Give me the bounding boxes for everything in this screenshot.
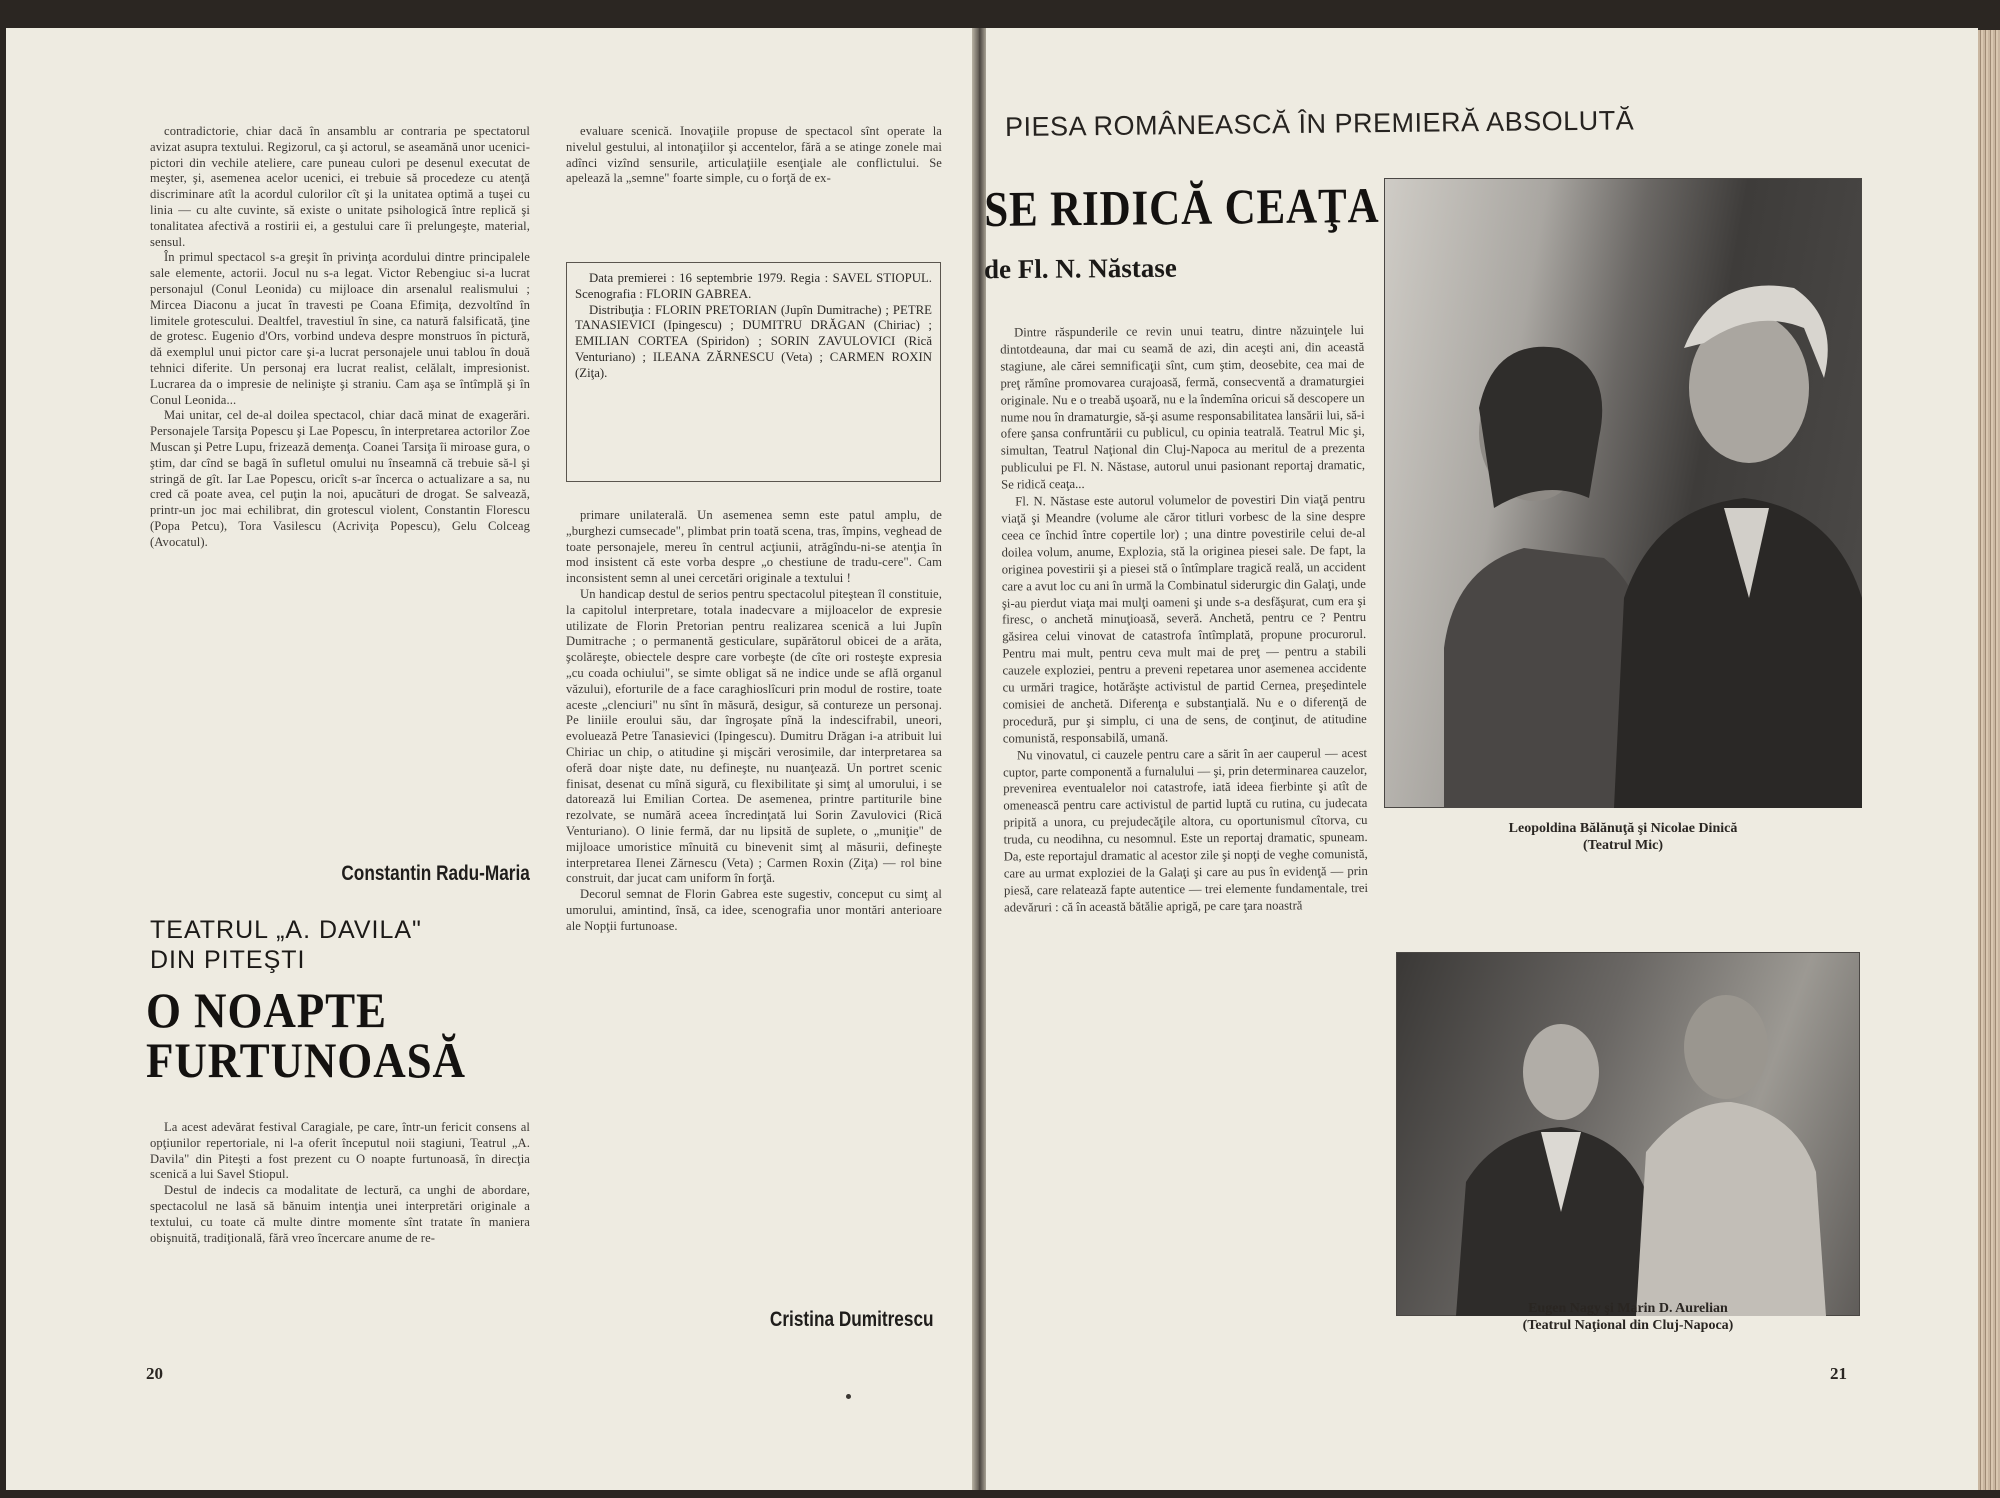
caption-line: (Teatrul Mic) <box>1583 838 1663 853</box>
paragraph: În primul spectacol s-a greşit în privinţa acordului dintre principalele sale elemente, actorii. Jocul nu s-a legat. Victor Rebengiuc si-a lucrat personajul (Conul Leonida) cu mijloace din arsenalul realismului ; Mircea Diaconu a jucat în travesti pe Coana Efimiţa, dezvoltînd în limitele grotescului. Dealtfel, travestiul în sine, ca natură falsificată, ţine de grotesc. Eugenio d'Ors, vorbind undeva despre monstruos în pictură, dă exemplul unui pictor care şi-a lucrat personajele unui tablou în două tehnici diferite. Un personaj era lucrat realist, celălalt, impresionist. Lucrarea da o impresie de nelinişte şi straniu. Cam aşa se întîmplă şi în Conul Leonida... <box>150 250 530 407</box>
signature-dumitrescu: Cristina Dumitrescu <box>770 1308 934 1331</box>
article-title-line: FURTUNOASĂ <box>146 1032 466 1088</box>
paragraph: contradictorie, chiar dacă în ansamblu ar contraria pe spectatorul avizat asupra textului. Regizorul, ca şi actorul, se aseamănă unor ucenici-pictori din vechile ateliere, care puneau culori pe desenul executat de meşter, şi, asemenea acelor ucenici, ei trebuie să procedeze cu atenţă discriminare atît la acordul culorilor cît şi la unitatea optimă a tuşei cu linia — cu alte cuvinte, să existe o unitate psihologică între replică şi tonalitatea afectivă a rostirii ei, a gestului care îi prelungeşte, material, sensul. <box>150 124 530 249</box>
theatre-heading <box>150 915 530 975</box>
photo-figures <box>1396 952 1860 1316</box>
premiere-info-box <box>566 262 941 482</box>
print-dot <box>846 1394 851 1399</box>
photo-balanuta-dinica <box>1384 178 1862 808</box>
photo-figures <box>1384 178 1862 808</box>
photo-caption-top <box>1384 820 1862 854</box>
page-edges <box>1978 30 2000 1490</box>
paragraph: Un handicap destul de serios pentru spectacolul piteştean îl constituie, la capitolul interpretare, totala inadecvare a mijloacelor de expresie utilizate de Florin Pretorian pentru realizarea scenică a lui Jupîn Dumitrache ; o permanentă gesticulare, supărătorul obicei de a arăta, şcolăreşte, obiectele despre care vorbeşte (de cîte ori rosteşte expresia „cu coada ochiului", se simte obligat să ne indice unde se află organul văzului), eforturile de a face caraghioslîcuri prin modul de rostire, toate aceste „clenciuri" nu sînt în măsură, desigur, să contureze un personaj. Pe liniile eroului său, dar îngroşate pînă la indescifrabil, uneori, evoluează Petre Tanasievici (Ipingescu). Dumitru Drăgan i-a atribuit lui Chiriac un chip, o atitudine şi mişcări verosimile, dar interpretarea sa oferă doar nişte date, nu defineşte, nu nuanţează. Un portret scenic finisat, desenat cu mînă sigură, cu flexibilitate şi simţ al umorului, i se datorează lui Emilian Cortea. De asemenea, printre partiturile bine rezolvate, se numără aceea încredinţată lui Sorin Zavulovici (Rică Venturiano). O linie fermă, dar nu lipsită de suplete, o „muniţie" de mijloace umoristice mînuită cu binevenit simţ al măsurii, defineşte interpretarea Ilenei Zărnescu (Veta) ; Carmen Roxin (Ziţa) — rol bine construit, dar jucat cam uniform în forţă. <box>566 586 942 886</box>
photo-nagy-aurelian <box>1396 952 1860 1316</box>
paragraph: primare unilaterală. Un asemenea semn este patul amplu, de „burghezi cumsecade", plimbat prin toată scena, tras, împins, veghead de toate personajele, mereu în centrul acţiunii, atrăgîndu-ni-se atenţia în mod insistent că este vorba despre „o chestiune de tradu-cere". Cam inconsistent semn al unei cercetări originale a textului ! <box>566 508 942 586</box>
signature-radu-maria: Constantin Radu-Maria <box>341 862 530 885</box>
article-title-right: SE RIDICĂ CEAŢA <box>984 176 1380 237</box>
article-title <box>146 982 470 1088</box>
theatre-heading-line: DIN PITEŞTI <box>150 946 306 974</box>
paragraph: La acest adevărat festival Caragiale, pe care, într-un fericit consens al opţiunilor repertoriale, ni l-a oferit începutul noii stagiuni, Teatrul „A. Davila" din Piteşti a fost prezent cu O noapte furtunoasă, în direcţia scenică a lui Savel Stiopul. <box>150 1120 530 1182</box>
left-column-1-text <box>150 124 530 551</box>
article-title-line: O NOAPTE <box>146 982 387 1038</box>
left-column-2-top-text <box>566 124 942 187</box>
page-number-right: 21 <box>1830 1364 1847 1383</box>
paragraph: Destul de indecis ca modalitate de lectură, ca unghi de abordare, spectacolul ne lasă să bănuim intenţia unei interpretări originale a textului, cu toate că multe dintre momente sînt tratate în maniera obişnuită, tradiţională, fără vreo încercare anume de re- <box>150 1183 530 1245</box>
paragraph: Nu vinovatul, ci cauzele pentru care a sărit în aer cauperul — acest cuptor, parte componentă a furnalului — şi, prin determinarea cauzelor, prevenirea eventualelor noi catastrofe, iată ideea fierbinte şi atît de omenească pentru care activistul de partid luptă cu rutina, cu judecata pripită a unora, cu prejudecăţile altora, cu oportunismul cîtorva, cu truda, cu neodihna, cu nesomnul. Este un reportaj dramatic, spuneam. Da, este reportajul dramatic al acestor zile şi nopţi de veghe comunistă, care au urmat exploziei de la Galaţi şi care au pus în evidenţă — prin piesă, care relatează fapte autentice — trei elemente fundamentale, trei adevăruri : că în această bătălie aprigă, pe care ţara noastră <box>1003 745 1368 915</box>
paragraph: Mai unitar, cel de-al doilea spectacol, chiar dacă minat de exagerări. Personajele Tarsiţa Popescu şi Lae Popescu, în interpretarea actorilor Zoe Muscan şi Petre Lupu, frizează demenţa. Coanei Tarsiţa îi miroase gura, o ştim, dar cînd se bagă în sufletul omului nu înseamnă că trebuie să-l şi stringă de gît. Iar Lae Popescu, oricît s-ar încerca o actualizare a sa, nu cred că poate avea, cel puţin la noi, apucături de drogat. Se salvează, printr-un joc mai echilibrat, din grotescul violent, Constantin Florescu (Popa Petcu), Tora Vasilescu (Acriviţa Popescu), Gelu Colceag (Avocatul). <box>150 408 530 549</box>
photo-caption-bottom <box>1396 1300 1860 1334</box>
theatre-heading-line: TEATRUL „A. DAVILA" <box>150 916 422 944</box>
paragraph: Decorul semnat de Florin Gabrea este sugestiv, conceput cu simţ al umorului, amintind, însă, ca idee, scenografia unor montări anterioare ale Nopţii furtunoase. <box>566 887 942 933</box>
page-number-left: 20 <box>146 1364 163 1383</box>
caption-line: Leopoldina Bălănuţă şi Nicolae Dinică <box>1508 821 1738 836</box>
cast-list: Distribuţia : FLORIN PRETORIAN (Jupîn Dumitrache) ; PETRE TANASIEVICI (Ipingescu) ; DUMITRU DRĂGAN (Chiriac) ; EMILIAN CORTEA (Spiridon) ; SORIN ZAVULOVICI (Rică Venturiano) ; ILEANA ZĂRNESCU (Veta) ; CARMEN ROXIN (Ziţa). <box>575 302 932 380</box>
caption-line: Eugen Nagy şi Marin D. Aurelian <box>1528 1301 1728 1316</box>
paragraph: evaluare scenică. Inovaţiile propuse de spectacol sînt operate la nivelul gestului, al intonaţiilor şi accentelor, fără a se atinge zonele mai adînci vizînd sensurile, articulaţiile esenţiale ale conflictului. Se apelează la „semne" foarte simple, cu o forţă de ex- <box>566 124 942 186</box>
right-column-text <box>1000 322 1368 916</box>
left-column-1-lower-text <box>150 1120 530 1246</box>
caption-line: (Teatrul Naţional din Cluj-Napoca) <box>1522 1318 1734 1333</box>
paragraph: Fl. N. Năstase este autorul volumelor de povestiri Din viaţă pentru viaţă şi Meandre (volume ale căror titluri vorbesc de la sine despre ceea ce închid între copertile lor) ; una dintre povestirile celui de-al doilea volum, anume, Explozia, stă la originea piesei sale. De fapt, la originea povestirii şi a piesei stă o întîmplare tragică reală, un accident care a avut loc cu ani în urmă la Combinatul siderurgic din Galaţi, unde şi-au pierdut viaţa mai mulţi oameni şi unde s-a desfăşurat, cum era şi firesc, o anchetă minuţioasă, severă. Anchetă, pentru ce ? Pentru găsirea celui vinovat de catastrofa întîmplată, propune procurorul. Pentru mai mult, pentru ceva mult mai de preţ — pentru a stabili cauzele exploziei, pentru a preveni repetarea unor asemenea accidente cu urmări tragice, hotărăşte activistul de partid Cernea, preşedintele comisiei de anchetă. Diferenţa e substanţială. Nu e o diferenţă de procedură, pur şi simplu, ci una de sens, de conţinut, de atitudine comunistă, responsabilă, umană. <box>1001 492 1367 746</box>
section-kicker: PIESA ROMÂNEASCĂ ÎN PREMIERĂ ABSOLUTĂ <box>1004 105 1635 142</box>
book-spine <box>972 28 986 1490</box>
premiere-info-line: Data premierei : 16 septembrie 1979. Regia : SAVEL STIOPUL. Scenografia : FLORIN GABREA. <box>575 271 932 301</box>
paragraph: Dintre răspunderile ce revin unui teatru, dintre năzuinţele lui dintotdeauna, dar mai cu seamă de azi, din aceşti ani, din această stagiune, ale cărei semnificaţii sînt, cum ştim, deosebite, cea mai de preţ rămîne promovarea curajoasă, fermă, consecventă a dramaturgiei originale. Nu e o treabă uşoară, nu e la îndemîna oricui să descopere un nume nou în dramaturgie, să-şi asume responsabilitatea lansării lui, să-i ofere şansa confruntării cu publicul, cu opinia teatrală. Teatrul Mic şi, simultan, Teatrul Naţional din Cluj-Napoca au meritul de a prezenta publicului pe Fl. N. Năstase, autorul unui pasionant reportaj dramatic, Se ridică ceaţa... <box>1000 322 1366 492</box>
left-column-2-text <box>566 508 942 935</box>
article-author: de Fl. N. Năstase <box>983 252 1177 285</box>
